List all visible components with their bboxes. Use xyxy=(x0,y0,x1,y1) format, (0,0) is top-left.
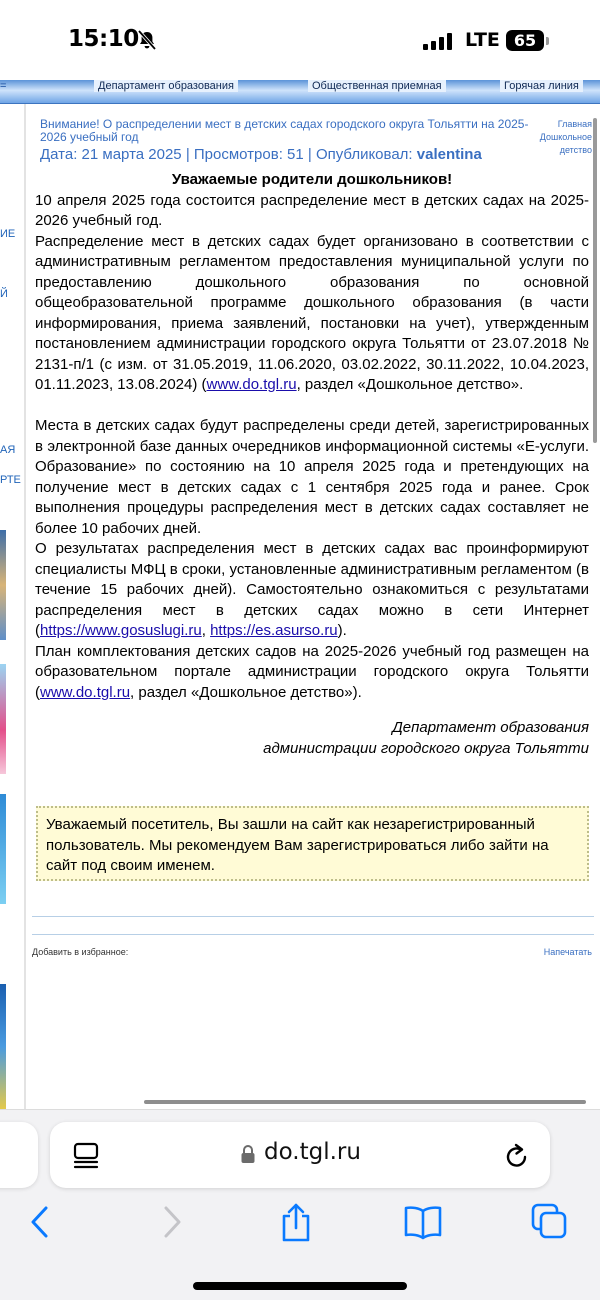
bookmarks-icon[interactable] xyxy=(402,1202,444,1242)
author-name[interactable]: valentina xyxy=(416,146,482,163)
nav-link-hotline[interactable]: Горячая линия xyxy=(500,80,583,92)
lock-icon xyxy=(240,1144,256,1164)
signal-icon xyxy=(423,33,453,50)
paragraph-4 xyxy=(35,539,589,642)
sidebar-fragment[interactable]: АЯ xyxy=(0,444,16,456)
nav-left-tip: = xyxy=(0,80,7,92)
breadcrumb-section-2[interactable]: детство xyxy=(559,145,592,155)
nav-link-reception[interactable]: Общественная приемная xyxy=(308,80,446,92)
article-title-link[interactable]: Внимание! О распределении мест в детских садах городского округа Тольятти на 2025-2026 учебный год xyxy=(40,117,529,144)
bell-slash-icon xyxy=(136,29,158,51)
left-sidebar xyxy=(0,104,24,1109)
paragraph-2 xyxy=(35,232,589,396)
article-meta xyxy=(40,146,482,163)
breadcrumb-home[interactable]: Главная xyxy=(557,119,592,129)
link-do-tgl-2[interactable]: www.do.tgl.ru xyxy=(40,683,131,701)
divider xyxy=(32,916,594,917)
share-icon[interactable] xyxy=(278,1202,314,1244)
signature xyxy=(35,718,589,759)
paragraph-3: Места в детских садах будут распределены среди детей, зарегистрированных в электронной базе данных очередников информационной системы «Е-услуги. Образование» по состоянию на 10 апреля 2025 года и претендующих на получение мест в детских садах с 1 сентября 2025 года и ранее. Срок выполнения процедуры распределения мест в детских садах составляет не более 10 рабочих дней. xyxy=(35,417,589,537)
paragraph-5-tail: , раздел «Дошкольное детство»). xyxy=(130,683,362,701)
signature-line-1: Департамент образования xyxy=(392,719,589,736)
back-icon[interactable] xyxy=(28,1202,52,1242)
home-indicator xyxy=(193,1282,407,1290)
tabs-icon[interactable] xyxy=(530,1202,570,1242)
paragraph-5-text: План комплектования детских садов на 2025-2026 учебный год размещен на образовательном портале администрации городского округа Тольятти ( xyxy=(35,642,589,701)
article-heading: Уважаемые родители дошкольников! xyxy=(171,171,453,188)
status-time: 15:10 xyxy=(68,26,139,52)
battery-tip xyxy=(546,37,549,45)
url-text[interactable]: do.tgl.ru xyxy=(264,1139,361,1165)
previous-tab-peek[interactable] xyxy=(0,1122,38,1188)
nav-link-department[interactable]: Департамент образования xyxy=(94,80,238,92)
sidebar-fragment[interactable]: ИЕ xyxy=(0,228,16,240)
link-asurso[interactable]: https://es.asurso.ru xyxy=(210,622,338,639)
paragraph-1: 10 апреля 2025 года состоится распределение мест в детских садах на 2025-2026 учебный год. xyxy=(35,191,589,229)
sidebar-banner[interactable] xyxy=(0,794,6,904)
sidebar-banner[interactable] xyxy=(0,530,6,640)
paragraph-5 xyxy=(35,642,589,704)
sidebar-banner[interactable] xyxy=(0,984,6,1109)
paragraph-2-text: Распределение мест в детских садах будет организовано в соответствии с административным регламентом предоставления муниципальной услуги по предоставлению дошкольного образования по основной общеобразовательной программе дошкольного образования (в части информирования, приема заявлений, постановки на учет), утвержденным постановлением администрации городского округа Тольятти от 23.07.2018 № 2131-п/1 (с изм. от 31.05.2019, 11.06.2020, 03.02.2022, 30.11.2022, 10.04.2023, 01.11.2023, 13.08.2024) ( xyxy=(35,232,589,393)
address-bar[interactable] xyxy=(50,1122,550,1188)
main-content xyxy=(26,104,600,1109)
vertical-scrollbar[interactable] xyxy=(593,118,597,443)
network-type: LTE xyxy=(465,29,500,51)
breadcrumb xyxy=(532,118,592,157)
meta-text: Дата: 21 марта 2025 | Просмотров: 51 | Опубликовал: xyxy=(40,146,413,163)
paragraph-4-text: О результатах распределения мест в детских садах вас проинформируют специалисты МФЦ в сроки, установленные административным регламентом (в течение 15 рабочих дней). Самостоятельно ознакомиться с результатами распределения мест в детских садах можно в сети Интернет ( xyxy=(35,540,589,639)
signature-line-2: администрации городского округа Тольятти xyxy=(263,739,589,757)
reload-icon[interactable] xyxy=(503,1140,531,1170)
divider xyxy=(32,934,594,935)
safari-toolbar xyxy=(0,1109,600,1300)
sidebar-fragment[interactable]: РТЕ xyxy=(0,474,21,486)
breadcrumb-section[interactable]: Дошкольное xyxy=(539,132,592,142)
article-body xyxy=(35,170,589,759)
print-link[interactable]: Напечатать xyxy=(543,947,592,957)
paragraph-4-sep: , xyxy=(201,622,211,639)
visitor-notice: Уважаемый посетитель, Вы зашли на сайт как незарегистрированный пользователь. Мы рекомендуем Вам зарегистрироваться либо зайти на сайт под своим именем. xyxy=(36,806,589,881)
sidebar-fragment[interactable]: Й xyxy=(0,288,8,300)
battery-icon: 65 xyxy=(506,30,544,51)
sidebar-banner[interactable] xyxy=(0,664,6,774)
paragraph-2-tail: , раздел «Дошкольное детство». xyxy=(296,376,524,393)
paragraph-4-tail: ). xyxy=(337,622,347,639)
link-do-tgl[interactable]: www.do.tgl.ru xyxy=(206,376,297,393)
site-nav-strip xyxy=(0,80,600,104)
link-gosuslugi[interactable]: https://www.gosuslugi.ru xyxy=(40,622,202,639)
add-to-favorites: Добавить в избранное: xyxy=(32,947,129,957)
status-bar xyxy=(0,0,600,80)
reader-mode-icon[interactable] xyxy=(72,1141,100,1169)
forward-icon[interactable] xyxy=(160,1202,184,1242)
horizontal-scrollbar[interactable] xyxy=(144,1100,586,1104)
